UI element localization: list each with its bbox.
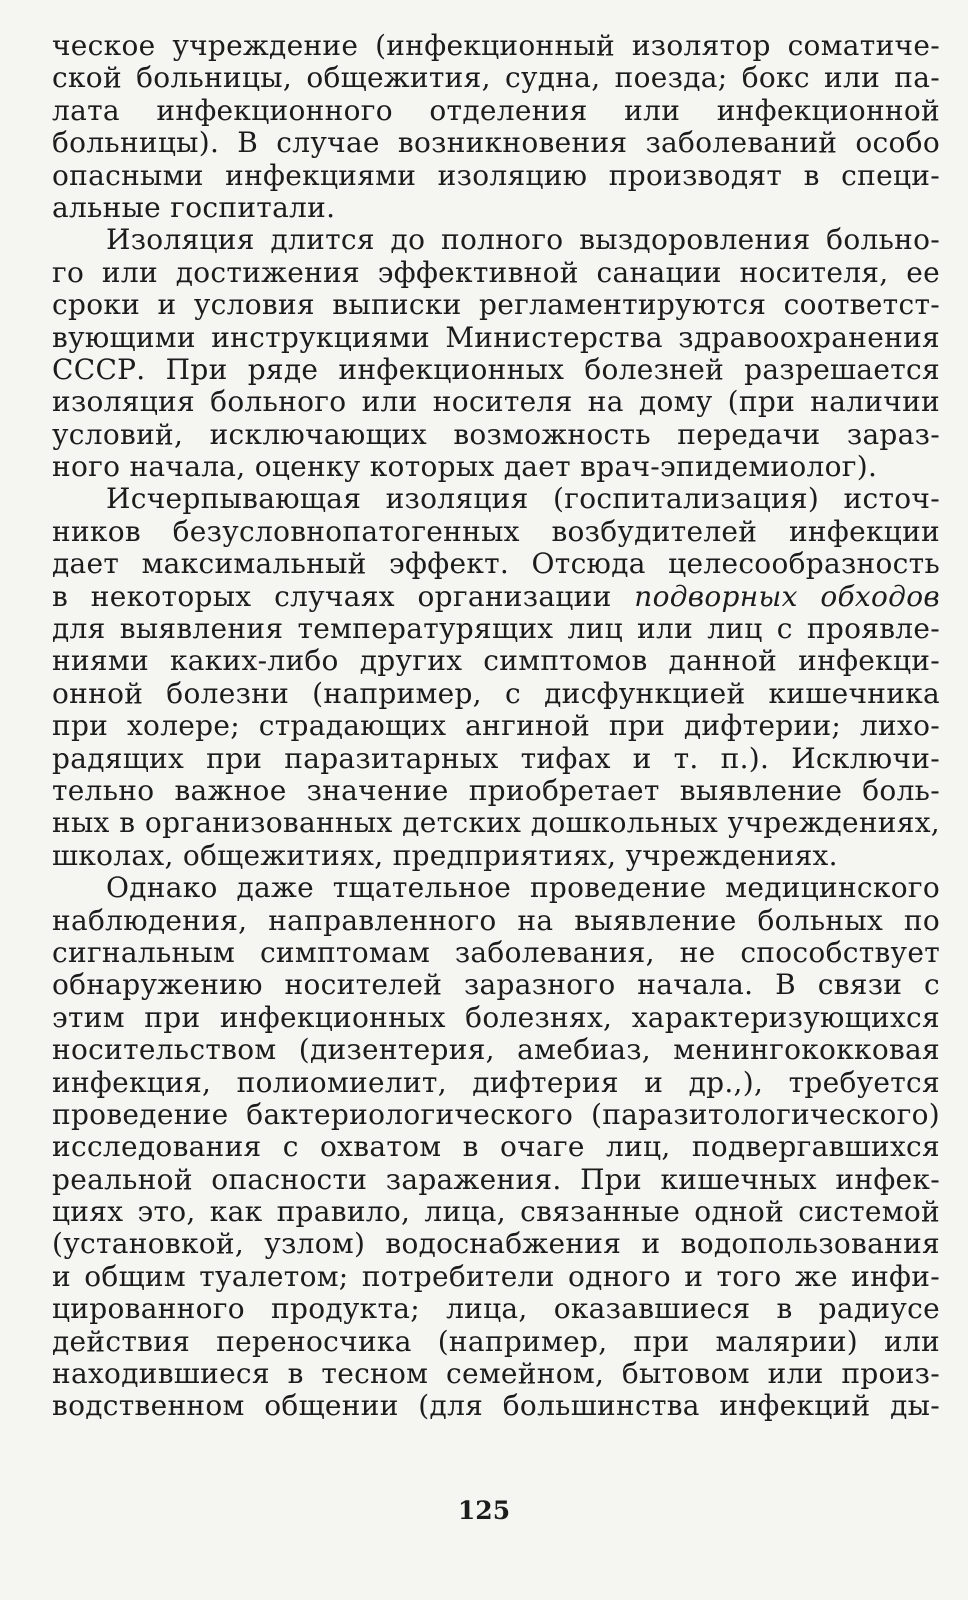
body-text	[52, 30, 940, 1423]
text-line: ской больницы, общежития, судна, поезда; бокс или па-	[52, 61, 940, 95]
text-line: обнаружению носителей заразного начала. В связи с	[52, 968, 940, 1002]
text-line: действия переносчика (например, при малярии) или	[52, 1324, 940, 1358]
text-line-segment: в некоторых случаях организации	[52, 579, 635, 613]
text-line: для выявления температурящих лиц или лиц с проявле-	[52, 612, 940, 646]
text-line: сигнальным симптомам заболевания, не способствует	[52, 935, 940, 969]
text-line: этим при инфекционных болезнях, характеризующихся	[52, 1000, 940, 1034]
text-line: СССР. При ряде инфекционных болезней разрешается	[52, 352, 940, 386]
text-line: носительством (дизентерия, амебиаз, менингококковая	[52, 1033, 940, 1067]
text-line: альные госпитали.	[52, 190, 336, 224]
text-line: инфекция, полиомиелит, дифтерия и др.,), требуется	[52, 1065, 940, 1099]
text-line: находившиеся в тесном семейном, бытовом или произ-	[52, 1357, 940, 1391]
text-line: и общим туалетом; потребители одного и того же инфи-	[52, 1259, 940, 1293]
text-line: Изоляция длится до полного выздоровления больно-	[106, 223, 940, 257]
text-line: изоляция больного или носителя на дому (при наличии	[52, 385, 940, 419]
text-line: (установкой, узлом) водоснабжения и водопользования	[52, 1227, 940, 1261]
text-line: ниями каких-либо других симптомов данной инфекци-	[52, 644, 940, 678]
text-line: вующими инструкциями Министерства здравоохранения	[52, 320, 940, 354]
text-line: Однако даже тщательное проведение медицинского	[106, 871, 940, 905]
text-line: ных в организованных детских дошкольных учреждениях,	[52, 806, 940, 840]
text-line: ников безусловнопатогенных возбудителей инфекции	[52, 514, 940, 548]
text-line: больницы). В случае возникновения заболеваний особо	[52, 126, 940, 160]
text-line: циях это, как правило, лица, связанные одной системой	[52, 1195, 940, 1229]
text-line: опасными инфекциями изоляцию производят в специ-	[52, 158, 940, 192]
text-line: го или достижения эффективной санации носителя, ее	[52, 255, 940, 289]
text-line: ного начала, оценку которых дает врач-эпидемиолог).	[52, 450, 878, 484]
text-line: при холере; страдающих ангиной при дифтерии; лихо-	[52, 709, 940, 743]
text-line: цированного продукта; лица, оказавшиеся в радиусе	[52, 1292, 940, 1326]
text-line: Исчерпывающая изоляция (госпитализация) источ-	[106, 482, 940, 516]
emphasized-phrase: подворных обходов	[634, 579, 940, 613]
text-line: условий, исключающих возможность передачи зараз-	[52, 417, 940, 451]
text-line: сроки и условия выписки регламентируются соответст-	[52, 288, 940, 322]
text-line: школах, общежитиях, предприятиях, учреждениях.	[52, 838, 838, 872]
text-line: проведение бактериологического (паразитологического)	[52, 1097, 940, 1131]
page-number: 125	[457, 1496, 511, 1525]
text-line: онной болезни (например, с дисфункцией кишечника	[52, 676, 940, 710]
text-line: тельно важное значение приобретает выявление боль-	[52, 773, 940, 807]
text-line-with-emphasis	[52, 581, 940, 613]
text-line: дает максимальный эффект. Отсюда целесообразность	[52, 547, 940, 581]
text-line: лата инфекционного отделения или инфекционной	[52, 93, 940, 127]
text-line: реальной опасности заражения. При кишечных инфек-	[52, 1162, 940, 1196]
text-line: водственном общении (для большинства инфекций ды-	[52, 1389, 940, 1423]
text-line: ческое учреждение (инфекционный изолятор соматиче-	[52, 29, 940, 62]
text-line: исследования с охватом в очаге лиц, подвергавшихся	[52, 1130, 940, 1164]
text-line: наблюдения, направленного на выявление больных по	[52, 903, 940, 937]
text-line: радящих при паразитарных тифах и т. п.). Исключи-	[52, 741, 940, 775]
